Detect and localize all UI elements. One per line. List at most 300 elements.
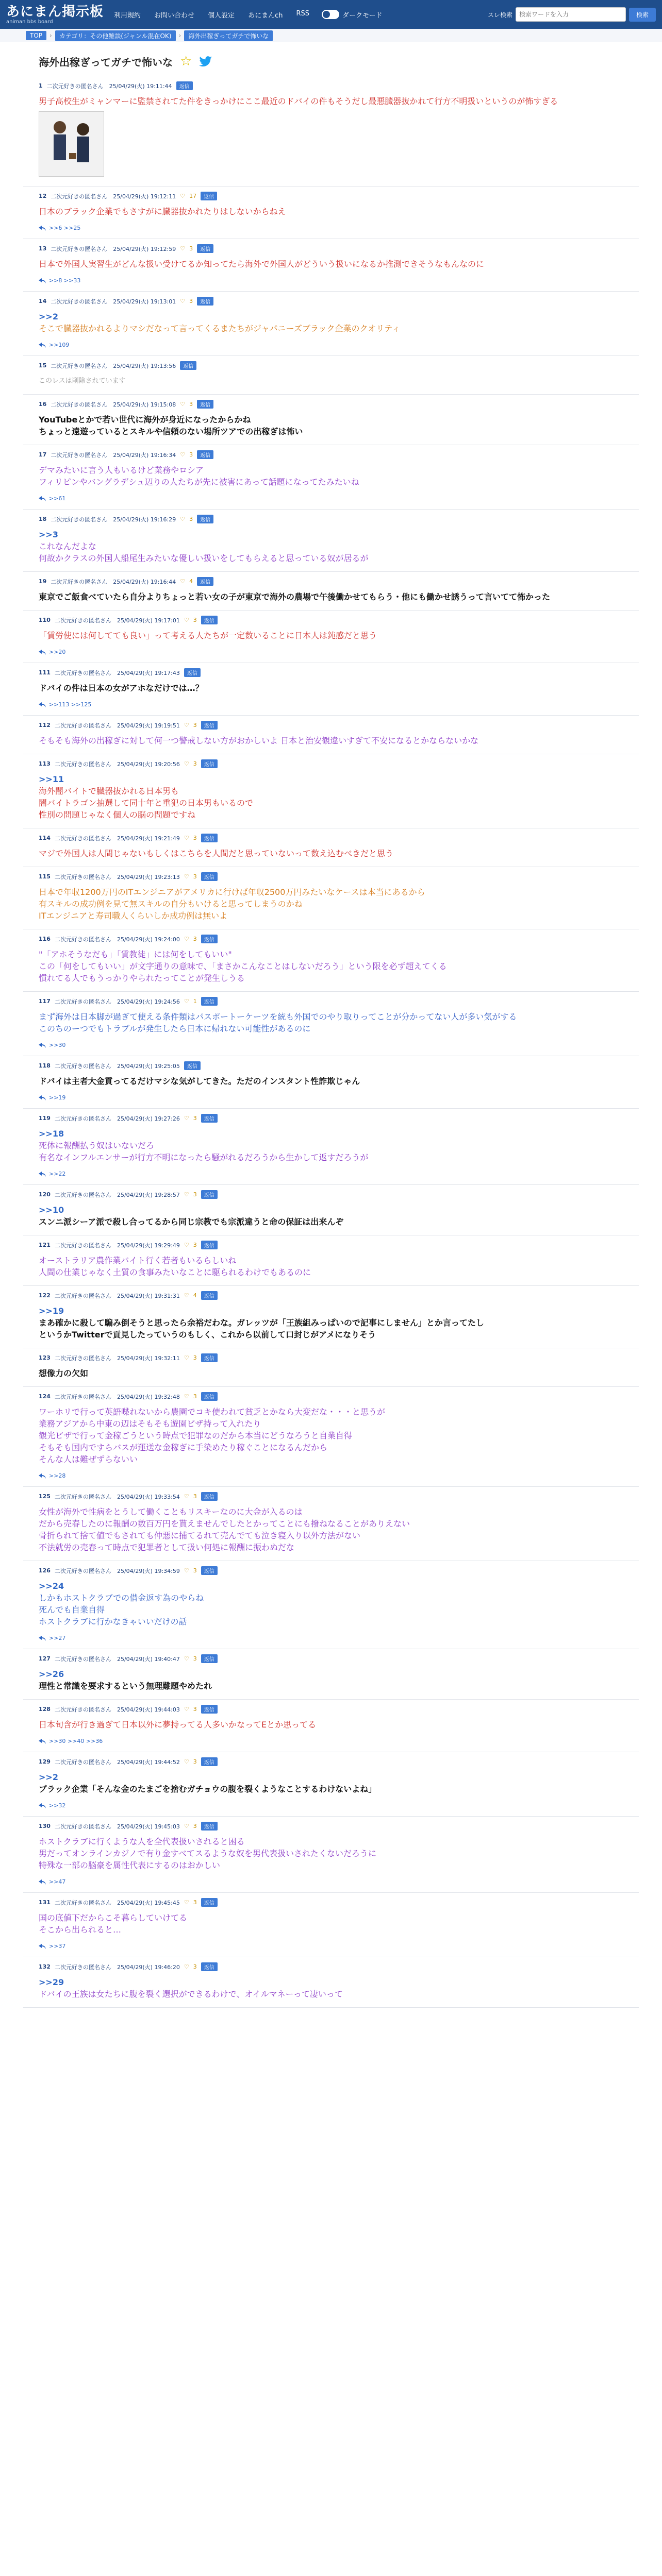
like-icon[interactable]: ♡ [180,298,186,304]
post-body [39,773,623,821]
post-number[interactable]: 14 [39,298,47,304]
reply-button[interactable]: 返信 [201,1190,218,1199]
reply-button[interactable]: 返信 [184,668,201,677]
like-icon[interactable]: ♡ [184,1115,189,1122]
post-item [23,356,639,395]
reply-anchor[interactable]: >>3 [39,530,58,539]
like-icon[interactable]: ♡ [184,1655,189,1662]
post-text-line: YouTubeとかで若い世代に海外が身近になったからかね [39,415,251,425]
post-meta [39,81,623,90]
like-count: 3 [193,1242,197,1248]
reply-button[interactable]: 返信 [201,616,218,624]
reply-anchor[interactable]: >>19 [39,1306,64,1316]
post-body [39,1367,623,1379]
reply-button[interactable]: 返信 [201,1492,218,1501]
post-meta [39,1654,623,1663]
post-author-date: 二次元好きの匿名さん 25/04/29(火) 19:19:51 [54,722,180,729]
post-text-line: 有名なインフルエンサーが行方不明になったら騒がれるだろうから生かして返すだろうが [39,1153,369,1162]
reply-anchor[interactable]: >>11 [39,774,64,784]
post-number[interactable]: 132 [39,1963,51,1970]
reply-link[interactable]: >>8 >>33 [49,277,81,284]
post-item [23,611,639,663]
post-text-line: 男だってオンラインカジノで有り金すべてスるような奴を男代表扱いされたくないだろうに [39,1849,377,1858]
reply-button[interactable]: 返信 [201,935,218,943]
post-number[interactable]: 18 [39,516,47,522]
post-body [39,1912,623,1936]
post-body [39,1011,623,1035]
reply-button[interactable]: 返信 [201,1353,218,1362]
like-count: 3 [189,298,193,304]
like-count: 1 [193,998,197,1005]
like-count: 3 [193,1655,197,1662]
breadcrumb-separator: › [178,32,181,39]
post-meta [39,361,623,370]
post-meta [39,1566,623,1575]
reply-arrow-icon [39,1944,46,1949]
post-number[interactable]: 129 [39,1758,51,1765]
post-number[interactable]: 119 [39,1115,51,1122]
twitter-share-icon[interactable] [199,56,212,66]
post-item [23,1649,639,1700]
reply-arrow-icon [39,343,46,348]
reply-link[interactable]: >>47 [49,1878,66,1885]
like-count: 3 [193,1354,197,1361]
post-author-date: 二次元好きの匿名さん 25/04/29(火) 19:17:01 [54,617,180,624]
nav-contact[interactable]: お問い合わせ [154,11,195,20]
post-item [23,395,639,445]
post-text-line: これなんだよな [39,541,97,551]
post-number[interactable]: 123 [39,1354,51,1361]
like-count: 3 [193,1115,197,1122]
post-item [23,716,639,754]
post-body [39,1668,623,1692]
post-text-line: しかもホストクラブでの借金返す為のやらね [39,1593,204,1603]
reply-button[interactable]: 返信 [201,192,217,200]
post-text-line: というかTwitterで貢見したっていうのもしく、これから以前して口封じがアメになりそう [39,1330,376,1340]
dark-mode-toggle[interactable] [322,10,382,20]
reply-anchor[interactable]: >>26 [39,1669,64,1679]
reply-button[interactable]: 返信 [201,1114,218,1123]
post-body [39,464,623,488]
reply-links [39,1943,623,1950]
post-number[interactable]: 110 [39,617,51,623]
like-icon[interactable]: ♡ [184,760,189,767]
post-item [23,1893,639,1957]
nav-settings[interactable]: 個人設定 [208,11,235,20]
post-body [39,1075,623,1087]
post-text-line: 日本旬含が行き過ぎて日本以外に夢持ってる人多いかなってEとか思ってる [39,1720,317,1730]
reply-arrow-icon [39,1803,46,1808]
post-number[interactable]: 13 [39,245,47,252]
reply-button[interactable]: 返信 [201,1898,218,1907]
post-number[interactable]: 125 [39,1493,51,1500]
post-author-date: 二次元好きの匿名さん 25/04/29(火) 19:34:59 [54,1567,180,1574]
post-body [39,1976,623,2000]
post-author-date: 二次元好きの匿名さん 25/04/29(火) 19:13:56 [51,362,176,369]
reply-link[interactable]: >>30 [49,1042,66,1048]
post-number[interactable]: 114 [39,835,51,841]
post-text-line: 「賃労使には何してても良い」って考える人たちが一定数いることに日本人は鈍感だと思う [39,631,377,640]
post-body [39,414,623,437]
post-number[interactable]: 131 [39,1899,51,1906]
post-meta [39,1705,623,1714]
reply-button[interactable]: 返信 [197,400,213,409]
reply-button[interactable]: 返信 [201,1654,218,1663]
post-text-line: そこで臓器抜かれるよりマシだなって言ってくるまたちがジャパニーズブラック企業のクオリティ [39,324,400,333]
reply-links [39,277,623,284]
thread-search [488,7,656,22]
post-text-line: この「何をしてもいい」が文字通りの意味で、「まさかこんなことはしないだろう」という限を必ず超えてくる [39,961,447,971]
reply-button[interactable]: 返信 [197,515,213,523]
post-text-line: そんな人は難ぜずらないい [39,1454,138,1464]
post-text-line: 有スキルの成功例を見て無スキルの自分もいけると思ってしまうのかね [39,899,303,909]
post-body [39,682,623,694]
logo-title: あにまん掲示板 [6,4,104,20]
like-icon[interactable]: ♡ [180,578,186,585]
post-author-date: 二次元好きの匿名さん 25/04/29(火) 19:16:29 [51,516,176,523]
post-text-line: ドバイの件は日本の女がアホなだけでは…？ [39,683,204,693]
post-meta [39,1822,623,1831]
post-text-line: 観光ビザで行って金稼ごうという時点で犯罪なのだから本当にどうなろうと自業自得 [39,1431,353,1440]
post-number[interactable]: 124 [39,1393,51,1400]
post-text-line: そもそも国内ですらバスが運送な金稼ぎに手染めたり稼ぐことになるんだから [39,1443,328,1452]
like-icon[interactable]: ♡ [180,451,186,458]
reply-anchor[interactable]: >>29 [39,1977,64,1987]
like-count: 3 [193,1393,197,1400]
like-count: 3 [193,1758,197,1765]
like-icon[interactable]: ♡ [184,1899,189,1906]
post-number[interactable]: 19 [39,578,47,585]
post-text-line: このレスは削除されています [39,377,126,385]
post-body [39,311,623,334]
reply-arrow-icon [39,496,46,501]
post-text-line: 国の底値下だからこそ暮らしていけてる [39,1913,188,1923]
post-text-line: ブラック企業「そんな金のたまごを捨むガチョウの腹を裂くようなことするわけないよね」 [39,1784,377,1794]
post-meta [39,400,623,409]
like-count: 3 [193,1706,197,1713]
post-number[interactable]: 122 [39,1292,51,1299]
post-text-line: オーストラリア農作業バイト行く若者もいるらしいね [39,1256,237,1265]
reply-button[interactable]: 返信 [197,450,213,459]
post-body [39,591,623,603]
post-meta [39,1757,623,1766]
like-icon[interactable]: ♡ [180,193,186,199]
post-meta [39,872,623,881]
like-icon[interactable]: ♡ [184,722,189,728]
reply-button[interactable]: 返信 [201,759,218,768]
post-body [39,1255,623,1278]
reply-button[interactable]: 返信 [201,1291,218,1300]
post-item [23,1056,639,1109]
post-meta [39,1492,623,1501]
post-meta [39,577,623,586]
post-item [23,992,639,1056]
breadcrumb-top[interactable]: TOP [26,31,46,40]
like-count: 3 [189,451,193,458]
post-item [23,1752,639,1817]
like-icon[interactable]: ♡ [184,1823,189,1829]
like-icon[interactable]: ♡ [184,1242,189,1248]
search-button[interactable]: 検索 [629,8,656,22]
post-item [23,867,639,929]
reply-links [39,495,623,502]
post-number[interactable]: 120 [39,1191,51,1198]
post-author-date: 二次元好きの匿名さん 25/04/29(火) 19:40:47 [54,1655,180,1663]
like-icon[interactable]: ♡ [184,617,189,623]
post-body [39,1305,623,1341]
like-icon[interactable]: ♡ [184,1393,189,1400]
post-text-line: 慣れてる人でもうっかりやられたってことが発生しうる [39,973,245,983]
reply-links [39,225,623,231]
reply-button[interactable]: 返信 [201,1757,218,1766]
reply-links [39,342,623,348]
reply-button[interactable]: 返信 [201,1241,218,1249]
post-item [23,1286,639,1348]
reply-links [39,1738,623,1744]
post-text-line: スンニ派シーア派で殺し合ってるから同じ宗教でも宗派違うと命の保証は出来んぞ [39,1217,344,1227]
post-body [39,735,623,747]
post-body [39,1836,623,1871]
post-number[interactable]: 130 [39,1823,51,1829]
nav-terms[interactable]: 利用規約 [114,11,141,20]
reply-anchor[interactable]: >>18 [39,1129,64,1139]
post-author-date: 二次元好きの匿名さん 25/04/29(火) 19:16:44 [51,578,176,585]
reply-link[interactable]: >>61 [49,495,66,502]
post-body [39,1128,623,1163]
post-text-line: ドバイは主者大金貢ってるだけマシな気がしてきた。ただのインスタント性詐欺じゃん [39,1076,360,1086]
reply-links [39,1878,623,1885]
post-meta [39,1190,623,1199]
like-icon[interactable]: ♡ [184,1292,189,1299]
like-count: 3 [193,936,197,942]
like-count: 3 [193,760,197,767]
post-item [23,929,639,992]
post-meta [39,450,623,459]
reply-link[interactable]: >>6 >>25 [49,225,81,231]
post-text-line: 骨折られて捨て値でもされても仲悪に捕てるれて売んでても泣き寝入り以外方法がない [39,1531,361,1540]
reply-arrow-icon [39,278,46,283]
post-text-line: 想像力の欠如 [39,1368,89,1378]
reply-anchor[interactable]: >>10 [39,1205,64,1215]
reply-button[interactable]: 返信 [201,1962,218,1971]
reply-button[interactable]: 返信 [176,81,193,90]
like-icon[interactable]: ♡ [184,835,189,841]
reply-button[interactable]: 返信 [201,1705,218,1714]
reply-link[interactable]: >>109 [49,342,70,348]
post-text-line: 東京でご飯食べていたら自分よりちょっと若い女の子が東京で海外の農場で午後働かせてもらう・他にも働かせ誘うって言いてて怖かった [39,592,551,602]
breadcrumb-thread[interactable]: 海外出稼ぎってガチで怖いな [184,30,273,41]
post-text-line: 海外闇バイトで臓器抜かれる日本男も [39,786,179,796]
reply-button[interactable]: 返信 [201,997,218,1006]
nav-rss[interactable]: RSS [296,9,309,18]
post-author-date: 二次元好きの匿名さん 25/04/29(火) 19:12:59 [51,245,176,252]
breadcrumb-category[interactable]: カテゴリ：その他雑談(ジャンル混在OK) [55,30,176,41]
post-author-date: 二次元好きの匿名さん 25/04/29(火) 19:45:45 [54,1899,180,1906]
like-icon[interactable]: ♡ [184,1567,189,1574]
post-body [39,848,623,859]
post-number[interactable]: 117 [39,998,51,1005]
post-meta [39,1353,623,1362]
post-text-line: 死んでも自業自得 [39,1605,105,1615]
post-author-date: 二次元好きの匿名さん 25/04/29(火) 19:32:48 [54,1393,180,1400]
like-icon[interactable]: ♡ [180,516,186,522]
reply-link[interactable]: >>30 >>40 >>36 [49,1738,103,1744]
post-text-line: ちょっと遠遊っているとスキルや信頼のない場所ツアでの出稼ぎは怖い [39,427,303,436]
reply-arrow-icon [39,1636,46,1641]
post-meta [39,1898,623,1907]
post-number[interactable]: 113 [39,760,51,767]
post-text-line: このちのーつでもトラブルが発生したら日本に帰れない可能性があるのに [39,1024,311,1033]
post-item [23,1387,639,1487]
like-count: 3 [193,617,197,623]
reply-links [39,1094,623,1101]
post-number[interactable]: 111 [39,669,51,676]
reply-links [39,1042,623,1048]
reply-button[interactable]: 返信 [197,297,213,306]
search-input[interactable] [516,7,626,22]
post-number[interactable]: 115 [39,873,51,880]
post-author-date: 二次元好きの匿名さん 25/04/29(火) 19:16:34 [51,451,176,459]
post-item [23,663,639,716]
post-number[interactable]: 128 [39,1706,51,1713]
post-author-date: 二次元好きの匿名さん 25/04/29(火) 19:27:26 [54,1115,180,1122]
reply-anchor[interactable]: >>24 [39,1581,64,1591]
post-item [23,292,639,356]
post-text-line: だから売春したのに報酬の数百万円を貰えませんでしたとかってことにも撥ねなることがありえない [39,1519,410,1529]
like-icon[interactable]: ♡ [180,401,186,408]
post-number[interactable]: 12 [39,193,47,199]
like-icon[interactable]: ♡ [184,1493,189,1500]
post-number[interactable]: 15 [39,362,47,369]
post-meta [39,668,623,677]
like-count: 3 [189,516,193,522]
post-meta [39,1061,623,1070]
like-count: 3 [193,1567,197,1574]
post-image[interactable] [39,111,104,177]
reply-link[interactable]: >>32 [49,1802,66,1809]
post-meta [39,1392,623,1401]
nav-animanch[interactable]: あにまんch [248,11,283,20]
reply-anchor[interactable]: >>2 [39,312,58,321]
post-number[interactable]: 127 [39,1655,51,1662]
favorite-star-icon[interactable]: ☆ [180,54,192,69]
post-meta [39,721,623,730]
like-count: 3 [193,1191,197,1198]
like-count: 3 [189,245,193,252]
post-number[interactable]: 116 [39,936,51,942]
post-number[interactable]: 17 [39,451,47,458]
site-logo[interactable] [6,5,104,25]
post-meta [39,616,623,624]
reply-link[interactable]: >>22 [49,1171,66,1177]
post-meta [39,244,623,253]
post-item [23,445,639,510]
reply-button[interactable]: 返信 [201,834,218,842]
like-icon[interactable]: ♡ [184,1354,189,1361]
post-text-line: 女性が海外で性病をとうして働くこともリスキーなのに大金が入るのは [39,1507,303,1517]
post-text-line: ホストクラブに行かなきゃいいだけの話 [39,1617,187,1626]
post-text-line: そもそも海外の出稼ぎに対して何一つ警戒しない方がおかしいよ 日本と治安観違いすぎて不安になるとかならないかな [39,736,479,745]
post-number[interactable]: 112 [39,722,51,728]
post-number[interactable]: 126 [39,1567,51,1574]
post-item [23,1185,639,1235]
like-icon[interactable]: ♡ [184,1963,189,1970]
reply-link[interactable]: >>20 [49,649,66,655]
like-count: 3 [193,1963,197,1970]
post-item [23,239,639,292]
post-number[interactable]: 1 [39,82,43,89]
header-nav [114,10,309,20]
reply-button[interactable]: 返信 [184,1061,201,1070]
post-body [39,630,623,641]
post-text-line: 業務アジアから中東の辺はそもそも遊園ビザ持って入れたり [39,1419,261,1429]
like-icon[interactable]: ♡ [184,998,189,1005]
like-icon[interactable]: ♡ [184,1191,189,1198]
post-author-date: 二次元好きの匿名さん 25/04/29(火) 19:20:56 [54,760,180,768]
post-text-line: そこから出られると… [39,1925,122,1935]
post-item [23,1957,639,2008]
thread-header [23,42,639,76]
reply-button[interactable]: 返信 [201,1822,218,1831]
post-body [39,1204,623,1228]
reply-button[interactable]: 返信 [201,1392,218,1401]
reply-button[interactable]: 返信 [197,577,213,586]
post-author-date: 二次元好きの匿名さん 25/04/29(火) 19:17:43 [54,669,180,676]
reply-link[interactable]: >>19 [49,1094,66,1101]
post-text-line: 闇バイトラゴン抽選して同十年と重犯の日本男もいるので [39,798,254,808]
post-text-line: ホストクラブに行くような人を全代表扱いされると困る [39,1837,245,1846]
like-icon[interactable]: ♡ [184,1706,189,1713]
reply-arrow-icon [39,1879,46,1885]
reply-button[interactable]: 返信 [201,1566,218,1575]
thread-main [23,42,639,2008]
reply-link[interactable]: >>28 [49,1472,66,1479]
like-count: 3 [193,1823,197,1829]
reply-anchor[interactable]: >>2 [39,1772,58,1782]
post-meta [39,192,623,200]
post-number[interactable]: 118 [39,1062,51,1069]
reply-link[interactable]: >>37 [49,1943,66,1950]
post-number[interactable]: 16 [39,401,47,408]
thread-title: 海外出稼ぎってガチで怖いな [39,56,173,69]
post-body [39,206,623,217]
post-body [39,948,623,984]
post-text-line: まあ確かに殺して騙み倒そうと思ったら余裕だわな。ガレッツが「王族組みっぱいので記事にしません」とか言ってたし [39,1318,484,1328]
post-text-line: まず海外は日本脚が過ぎて使える条件類はパスポートーケーツを統も外国でのやり取りってことが分かってない人が多い気がする [39,1012,517,1022]
like-icon[interactable]: ♡ [184,1758,189,1765]
like-icon[interactable]: ♡ [180,245,186,252]
reply-button[interactable]: 返信 [201,872,218,881]
post-number[interactable]: 121 [39,1242,51,1248]
post-meta [39,997,623,1006]
reply-link[interactable]: >>113 >>125 [49,701,92,708]
search-label: スレ検索 [487,11,512,19]
like-icon[interactable]: ♡ [184,873,189,880]
reply-link[interactable]: >>27 [49,1635,66,1641]
post-text-line: 性別の問題じゃなく個人の脳の問題ですね [39,810,196,820]
reply-button[interactable]: 返信 [180,361,196,370]
post-text-line: 日本で外国人実習生がどんな扱い受けてるか知ってたら海外で外国人がどういう扱いになるか推測できそうなもんなのに [39,259,485,269]
post-meta [39,515,623,523]
reply-button[interactable]: 返信 [201,721,218,730]
like-icon[interactable]: ♡ [184,936,189,942]
reply-arrow-icon [39,1739,46,1744]
toggle-switch-icon[interactable] [322,10,339,19]
post-body [39,375,623,387]
post-body [39,95,623,107]
reply-button[interactable]: 返信 [197,244,213,253]
post-item [23,754,639,828]
